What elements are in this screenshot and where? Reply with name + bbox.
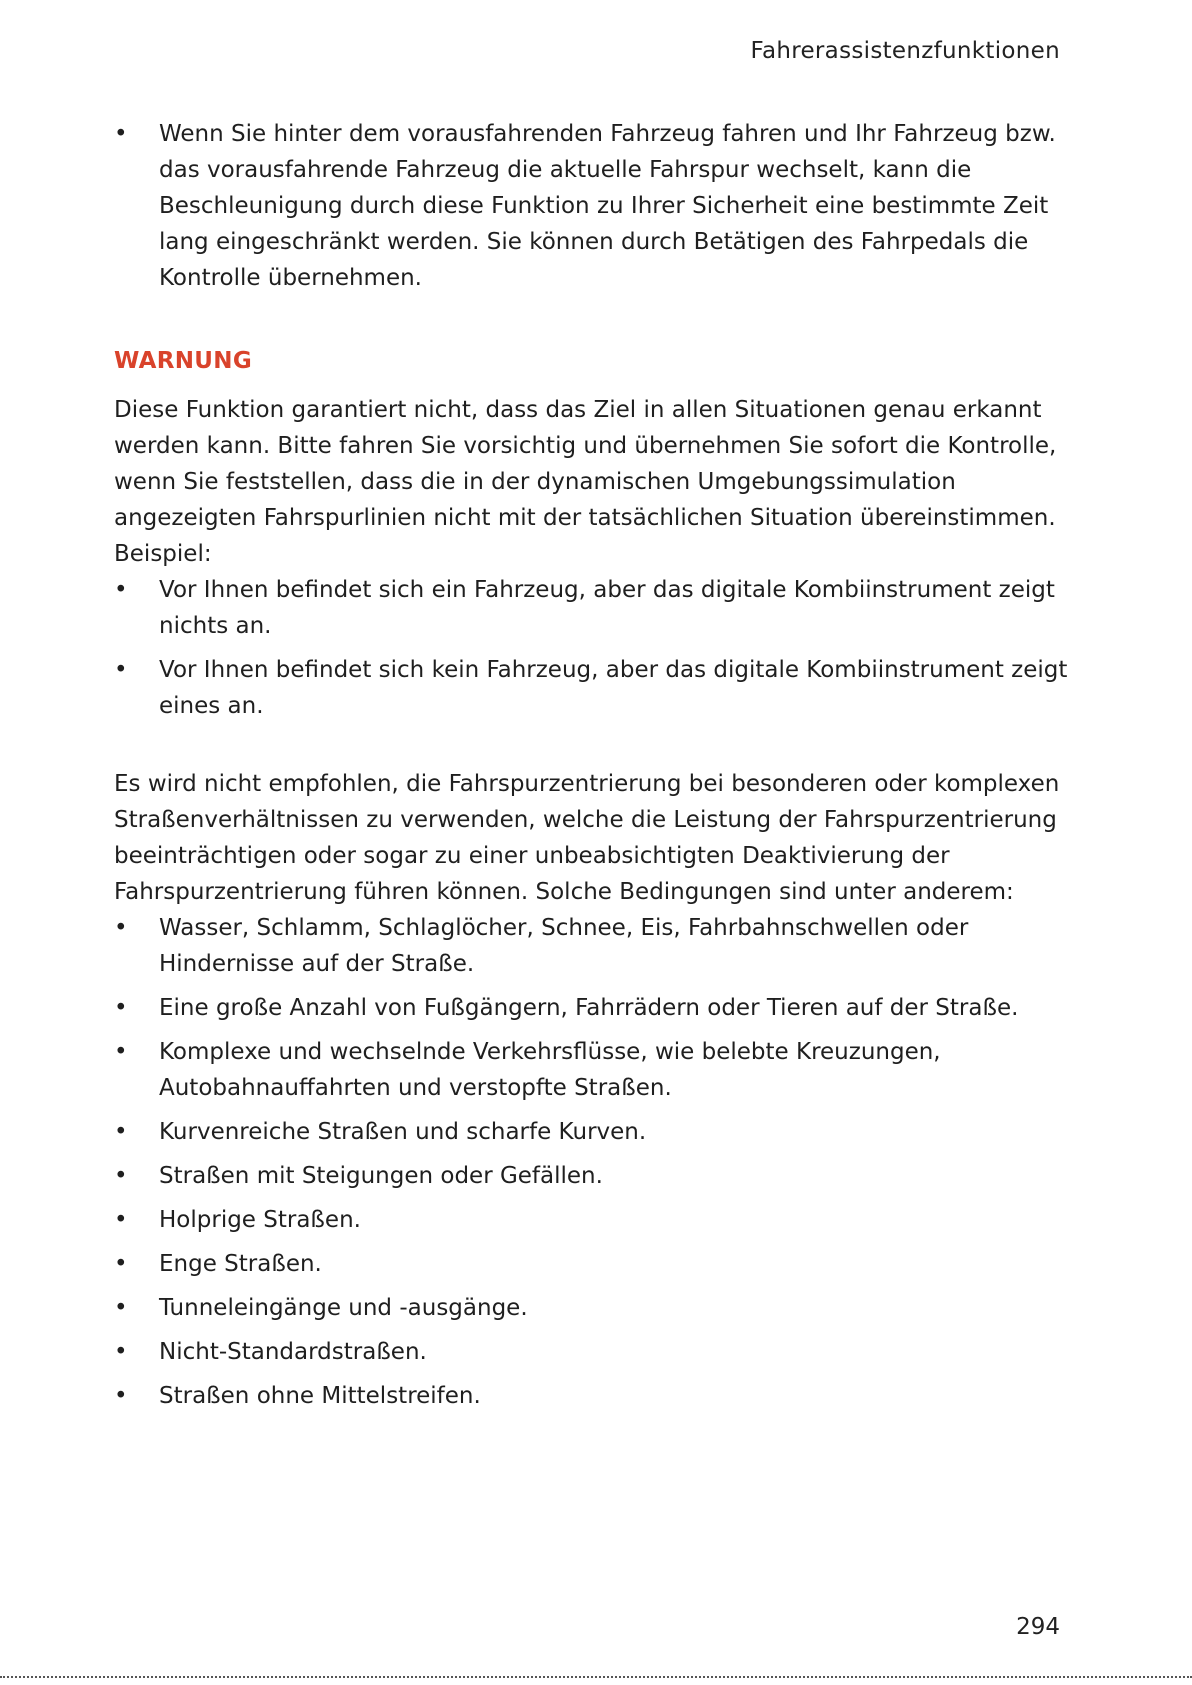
list-item <box>114 116 1080 296</box>
list-item-text: Enge Straßen. <box>159 1251 322 1277</box>
list-item-text: Straßen mit Steigungen oder Gefällen. <box>159 1163 603 1189</box>
warning-heading: WARNUNG <box>114 348 252 374</box>
list-item-text: Eine große Anzahl von Fußgängern, Fahrrädern oder Tieren auf der Straße. <box>159 995 1019 1021</box>
list-item <box>114 1114 1080 1150</box>
bullet-icon: • <box>114 1295 128 1321</box>
list-item-text: Kurvenreiche Straßen und scharfe Kurven. <box>159 1119 647 1145</box>
list-item-text: Holprige Straßen. <box>159 1207 361 1233</box>
list-item-text: Wenn Sie hinter dem vorausfahrenden Fahrzeug fahren und Ihr Fahrzeug bzw. das vorausfahrende Fahrzeug die aktuelle Fahrspur wechselt, kann die Beschleunigung durch diese Funktion zu Ihrer Sicherheit eine bestimmte Zeit lang eingeschränkt werden. Sie können durch Betätigen des Fahrpedals die Kontrolle übernehmen. <box>159 121 1056 291</box>
list-item <box>114 1202 1080 1238</box>
list-item-text: Wasser, Schlamm, Schlaglöcher, Schnee, Eis, Fahrbahnschwellen oder Hindernisse auf der Straße. <box>159 915 969 977</box>
bullet-icon: • <box>114 995 128 1021</box>
bullet-icon: • <box>114 1119 128 1145</box>
list-item <box>114 1378 1080 1414</box>
intro-list <box>114 116 1080 296</box>
bullet-icon: • <box>114 121 128 147</box>
list-item <box>114 990 1080 1026</box>
bullet-icon: • <box>114 1251 128 1277</box>
bullet-icon: • <box>114 1339 128 1365</box>
bullet-icon: • <box>114 1207 128 1233</box>
page-bottom-divider <box>0 1676 1192 1678</box>
warning-paragraph: Diese Funktion garantiert nicht, dass das Ziel in allen Situationen genau erkannt werden kann. Bitte fahren Sie vorsichtig und übernehmen Sie sofort die Kontrolle, wenn Sie feststellen, dass die in der dynamischen Umgebungssimulation angezeigten Fahrspurlinien nicht mit der tatsächlichen Situation übereinstimmen. Beispiel: <box>114 397 1057 567</box>
page-number: 294 <box>1016 1614 1060 1640</box>
list-item <box>114 1334 1080 1370</box>
list-item <box>114 1290 1080 1326</box>
bullet-icon: • <box>114 1163 128 1189</box>
list-item-text: Tunneleingänge und -ausgänge. <box>159 1295 528 1321</box>
conditions-paragraph: Es wird nicht empfohlen, die Fahrspurzentrierung bei besonderen oder komplexen Straßenverhältnissen zu verwenden, welche die Leistung der Fahrspurzentrierung beeinträchtigen oder sogar zu einer unbeabsichtigten Deaktivierung der Fahrspurzentrierung führen können. Solche Bedingungen sind unter anderem: <box>114 771 1060 905</box>
list-item <box>114 1034 1080 1106</box>
list-item-text: Vor Ihnen befindet sich ein Fahrzeug, aber das digitale Kombiinstrument zeigt nichts an. <box>159 577 1055 639</box>
bullet-icon: • <box>114 1383 128 1409</box>
warning-examples-list <box>114 572 1080 724</box>
page-content <box>114 116 1080 1414</box>
bullet-icon: • <box>114 1039 128 1065</box>
conditions-list <box>114 910 1080 1414</box>
running-header: Fahrerassistenzfunktionen <box>750 38 1060 64</box>
bullet-icon: • <box>114 915 128 941</box>
list-item <box>114 652 1080 724</box>
list-item-text: Komplexe und wechselnde Verkehrsflüsse, wie belebte Kreuzungen, Autobahnauffahrten und verstopfte Straßen. <box>159 1039 941 1101</box>
list-item-text: Vor Ihnen befindet sich kein Fahrzeug, aber das digitale Kombiinstrument zeigt eines an. <box>159 657 1068 719</box>
bullet-icon: • <box>114 657 128 683</box>
bullet-icon: • <box>114 577 128 603</box>
list-item <box>114 910 1080 982</box>
list-item <box>114 572 1080 644</box>
list-item <box>114 1246 1080 1282</box>
list-item-text: Straßen ohne Mittelstreifen. <box>159 1383 481 1409</box>
list-item-text: Nicht-Standardstraßen. <box>159 1339 427 1365</box>
list-item <box>114 1158 1080 1194</box>
